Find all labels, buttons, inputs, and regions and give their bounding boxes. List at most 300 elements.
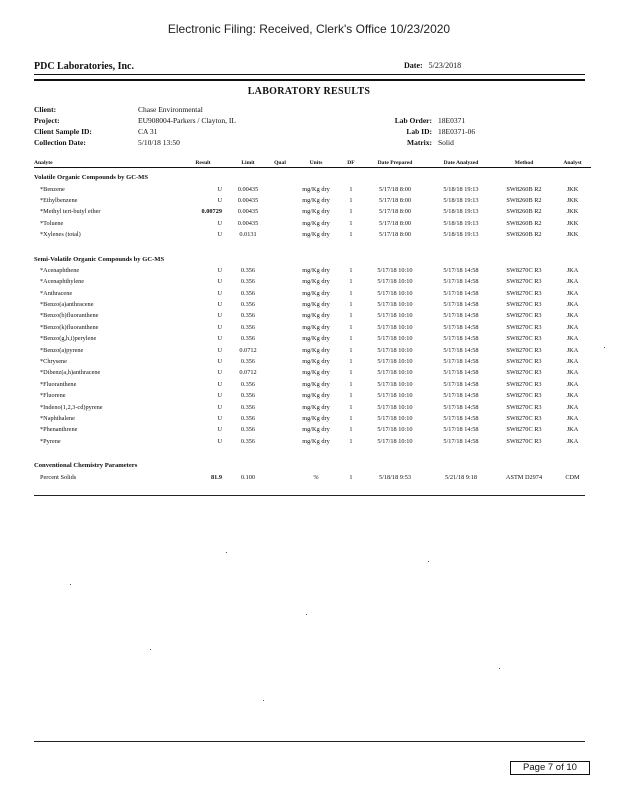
cell-qual bbox=[268, 195, 292, 206]
lab-name: PDC Laboratories, Inc. bbox=[34, 61, 134, 72]
cell-analyst: JKA bbox=[566, 403, 579, 411]
cell-analyte: *Acenaphthylene bbox=[40, 278, 85, 286]
results-header-row bbox=[34, 158, 591, 168]
spacer-cell bbox=[34, 447, 591, 456]
cell-analyst: JKA bbox=[566, 380, 579, 388]
col-date-prepared: Date Prepared bbox=[362, 158, 428, 168]
cell-analyst: JKA bbox=[566, 266, 579, 274]
cell-result: U bbox=[217, 196, 222, 204]
table-row bbox=[34, 229, 591, 240]
cell-method: SW8260B R2 bbox=[506, 208, 542, 216]
cell-date-analyzed: 5/17/18 14:58 bbox=[443, 266, 479, 274]
cell-analyst: JKK bbox=[566, 185, 579, 193]
section-title: Conventional Chemistry Parameters bbox=[34, 462, 138, 470]
cell-analyst: JKA bbox=[566, 346, 579, 354]
cell-analyte: *Benzo(b)fluoranthene bbox=[40, 312, 99, 320]
cell-df: 1 bbox=[349, 335, 353, 343]
cell-units: mg/Kg dry bbox=[302, 426, 330, 434]
cell-date-prepared: 5/17/18 10:10 bbox=[377, 278, 413, 286]
cell-method: SW8270C R3 bbox=[506, 380, 542, 388]
lab-id-label: Lab ID: bbox=[406, 127, 432, 136]
cell-limit: 0.356 bbox=[240, 392, 256, 400]
report-date bbox=[404, 61, 461, 70]
cell-df: 1 bbox=[349, 301, 353, 309]
results-table bbox=[34, 158, 591, 483]
cell-limit: 0.356 bbox=[240, 278, 256, 286]
cell-date-prepared: 5/17/18 10:10 bbox=[377, 266, 413, 274]
cell-date-prepared: 5/17/18 8:00 bbox=[378, 196, 411, 204]
cell-date-analyzed: 5/17/18 14:58 bbox=[443, 437, 479, 445]
cell-analyst: JKK bbox=[566, 208, 579, 216]
cell-result: U bbox=[217, 312, 222, 320]
cell-date-prepared: 5/18/18 9:53 bbox=[378, 473, 411, 481]
cell-df: 1 bbox=[349, 208, 353, 216]
cell-date-analyzed: 5/17/18 14:58 bbox=[443, 346, 479, 354]
table-row bbox=[34, 218, 591, 229]
header-rule bbox=[34, 74, 585, 75]
cell-date-prepared: 5/17/18 8:00 bbox=[378, 185, 411, 193]
cell-qual bbox=[268, 288, 292, 299]
cell-qual bbox=[268, 401, 292, 412]
cell-limit: 0.356 bbox=[240, 301, 256, 309]
cell-df: 1 bbox=[349, 403, 353, 411]
cell-result: U bbox=[217, 415, 222, 422]
cell-date-analyzed: 5/17/18 14:58 bbox=[443, 380, 479, 388]
cell-date-prepared: 5/17/18 10:10 bbox=[377, 323, 413, 331]
cell-df: 1 bbox=[349, 392, 353, 400]
table-end-rule bbox=[34, 495, 585, 496]
project-label: Project: bbox=[34, 116, 60, 125]
table-row bbox=[34, 413, 591, 424]
cell-analyte: *Naphthalene bbox=[40, 415, 75, 422]
header-rule-thick bbox=[34, 79, 585, 81]
cell-analyst: JKA bbox=[566, 335, 579, 343]
cell-method: SW8270C R3 bbox=[506, 358, 542, 366]
results-body bbox=[34, 168, 591, 483]
cell-date-prepared: 5/17/18 10:10 bbox=[377, 358, 413, 366]
cell-units: mg/Kg dry bbox=[302, 335, 330, 343]
cell-qual bbox=[268, 379, 292, 390]
cell-method: SW8260B R2 bbox=[506, 231, 542, 239]
cell-date-analyzed: 5/21/18 9:18 bbox=[444, 473, 477, 481]
cell-method: ASTM D2974 bbox=[505, 473, 543, 481]
lab-order-value: 18E0371 bbox=[438, 116, 466, 125]
cell-method: SW8270C R3 bbox=[506, 346, 542, 354]
table-row bbox=[34, 471, 591, 482]
cell-limit: 0.356 bbox=[240, 380, 256, 388]
scan-speck bbox=[150, 649, 151, 650]
cell-analyte: *Benzo(g,h,i)perylene bbox=[40, 335, 97, 343]
cell-analyte: *Acenaphthene bbox=[40, 266, 80, 274]
cell-date-analyzed: 5/17/18 14:58 bbox=[443, 301, 479, 309]
cell-units: mg/Kg dry bbox=[302, 266, 330, 274]
cell-df: 1 bbox=[349, 266, 353, 274]
cell-analyte: *Benzo(k)fluoranthene bbox=[40, 323, 99, 331]
cell-result: U bbox=[217, 219, 222, 227]
cell-analyst: JKA bbox=[566, 289, 579, 297]
cell-date-prepared: 5/17/18 10:10 bbox=[377, 403, 413, 411]
cell-analyst: JKA bbox=[566, 426, 579, 434]
cell-qual bbox=[268, 344, 292, 355]
table-row bbox=[34, 390, 591, 401]
cell-analyst: JKA bbox=[566, 278, 579, 286]
section-title: Semi-Volatile Organic Compounds by GC-MS bbox=[34, 255, 165, 263]
cell-result: U bbox=[217, 289, 222, 297]
cell-df: 1 bbox=[349, 369, 353, 377]
table-row bbox=[34, 183, 591, 194]
section-spacer bbox=[34, 447, 591, 456]
client-value: Chase Environmental bbox=[138, 105, 203, 114]
cell-limit: 0.00435 bbox=[237, 185, 259, 193]
cell-df: 1 bbox=[349, 415, 353, 422]
cell-df: 1 bbox=[349, 278, 353, 286]
table-row bbox=[34, 265, 591, 276]
matrix-value: Solid bbox=[438, 138, 454, 147]
cell-qual bbox=[268, 206, 292, 217]
cell-result: U bbox=[217, 403, 222, 411]
cell-result: U bbox=[217, 185, 222, 193]
cell-units: mg/Kg dry bbox=[302, 437, 330, 445]
cell-qual bbox=[268, 183, 292, 194]
cell-units: mg/Kg dry bbox=[302, 392, 330, 400]
cell-units: mg/Kg dry bbox=[302, 403, 330, 411]
col-result: Result bbox=[184, 158, 228, 168]
cell-result: U bbox=[217, 266, 222, 274]
cell-result: U bbox=[217, 323, 222, 331]
cell-analyst: CDM bbox=[565, 473, 580, 481]
col-analyte: Analyte bbox=[34, 158, 184, 168]
cell-analyte: *Ethylbenzene bbox=[40, 196, 78, 204]
cell-analyst: JKA bbox=[566, 358, 579, 366]
cell-df: 1 bbox=[349, 323, 353, 331]
cell-limit: 0.00435 bbox=[237, 196, 259, 204]
col-qual: Qual bbox=[268, 158, 292, 168]
cell-method: SW8270C R3 bbox=[506, 369, 542, 377]
cell-analyte: *Dibenz(a,h)anthracene bbox=[40, 369, 101, 377]
cell-date-analyzed: 5/17/18 14:58 bbox=[443, 358, 479, 366]
page-number: Page 7 of 10 bbox=[510, 761, 590, 775]
cell-analyst: JKA bbox=[566, 323, 579, 331]
cell-date-prepared: 5/17/18 8:00 bbox=[378, 208, 411, 216]
sample-info-right bbox=[382, 115, 475, 148]
sample-info-left bbox=[34, 104, 236, 148]
section-header-row bbox=[34, 249, 591, 264]
cell-units: mg/Kg dry bbox=[302, 369, 330, 377]
cell-analyte: *Fluoranthene bbox=[40, 380, 77, 388]
cell-qual bbox=[268, 310, 292, 321]
cell-df: 1 bbox=[349, 185, 353, 193]
page-footer-rule bbox=[34, 741, 585, 742]
cell-qual bbox=[268, 471, 292, 482]
cell-date-analyzed: 5/18/18 19:13 bbox=[443, 208, 479, 216]
sample-id-value: CA 31 bbox=[138, 127, 158, 136]
cell-analyte: *Chrysene bbox=[40, 358, 67, 366]
cell-date-analyzed: 5/17/18 14:58 bbox=[443, 312, 479, 320]
section-header-row bbox=[34, 456, 591, 471]
cell-analyst: JKK bbox=[566, 231, 579, 239]
cell-date-analyzed: 5/17/18 14:58 bbox=[443, 369, 479, 377]
lab-order-label: Lab Order: bbox=[394, 116, 432, 125]
cell-df: 1 bbox=[349, 437, 353, 445]
cell-analyte: Percent Solids bbox=[40, 473, 77, 481]
table-row bbox=[34, 379, 591, 390]
cell-result: U bbox=[217, 231, 222, 239]
cell-units: mg/Kg dry bbox=[302, 185, 330, 193]
cell-method: SW8260B R2 bbox=[506, 196, 542, 204]
cell-result: U bbox=[217, 369, 222, 377]
table-row bbox=[34, 436, 591, 447]
section-header-row bbox=[34, 168, 591, 184]
section-spacer bbox=[34, 240, 591, 249]
cell-method: SW8270C R3 bbox=[506, 323, 542, 331]
col-units: Units bbox=[292, 158, 340, 168]
cell-method: SW8270C R3 bbox=[506, 335, 542, 343]
cell-date-analyzed: 5/18/18 19:13 bbox=[443, 231, 479, 239]
cell-result: U bbox=[217, 278, 222, 286]
cell-result: U bbox=[217, 358, 222, 366]
col-date-analyzed: Date Analyzed bbox=[428, 158, 494, 168]
cell-result: U bbox=[217, 335, 222, 343]
cell-units: mg/Kg dry bbox=[302, 415, 330, 422]
client-label: Client: bbox=[34, 105, 57, 114]
table-row bbox=[34, 195, 591, 206]
cell-df: 1 bbox=[349, 289, 353, 297]
cell-limit: 0.0131 bbox=[239, 231, 257, 239]
table-row bbox=[34, 288, 591, 299]
table-row bbox=[34, 367, 591, 378]
report-date-label: Date: bbox=[404, 61, 423, 70]
cell-method: SW8270C R3 bbox=[506, 415, 542, 422]
cell-df: 1 bbox=[349, 312, 353, 320]
cell-analyte: *Benzo(a)anthracene bbox=[40, 301, 94, 309]
table-row bbox=[34, 344, 591, 355]
cell-method: SW8270C R3 bbox=[506, 289, 542, 297]
table-row bbox=[34, 322, 591, 333]
cell-analyst: JKK bbox=[566, 196, 579, 204]
cell-method: SW8270C R3 bbox=[506, 392, 542, 400]
cell-date-analyzed: 5/17/18 14:58 bbox=[443, 426, 479, 434]
cell-date-analyzed: 5/17/18 14:58 bbox=[443, 289, 479, 297]
cell-units: mg/Kg dry bbox=[302, 312, 330, 320]
scan-speck bbox=[306, 614, 307, 615]
cell-limit: 0.356 bbox=[240, 415, 256, 422]
cell-limit: 0.356 bbox=[240, 266, 256, 274]
cell-qual bbox=[268, 367, 292, 378]
cell-analyte: *Toluene bbox=[40, 219, 64, 227]
cell-result: U bbox=[217, 437, 222, 445]
filing-stamp: Electronic Filing: Received, Clerk's Office 10/23/2020 bbox=[167, 22, 451, 36]
cell-date-prepared: 5/17/18 10:10 bbox=[377, 369, 413, 377]
cell-analyst: JKK bbox=[566, 219, 579, 227]
cell-date-prepared: 5/17/18 10:10 bbox=[377, 415, 413, 422]
cell-date-analyzed: 5/17/18 14:58 bbox=[443, 415, 479, 422]
table-row bbox=[34, 299, 591, 310]
table-row bbox=[34, 206, 591, 217]
cell-units: mg/Kg dry bbox=[302, 289, 330, 297]
cell-date-analyzed: 5/17/18 14:58 bbox=[443, 335, 479, 343]
cell-method: SW8260B R2 bbox=[506, 219, 542, 227]
cell-analyst: JKA bbox=[566, 301, 579, 309]
cell-date-prepared: 5/17/18 10:10 bbox=[377, 289, 413, 297]
cell-limit: 0.100 bbox=[240, 473, 256, 481]
cell-df: 1 bbox=[349, 380, 353, 388]
matrix-label: Matrix: bbox=[407, 138, 432, 147]
cell-analyte: *Benzo(a)pyrene bbox=[40, 346, 84, 354]
cell-units: mg/Kg dry bbox=[302, 358, 330, 366]
cell-qual bbox=[268, 265, 292, 276]
cell-date-prepared: 5/17/18 10:10 bbox=[377, 392, 413, 400]
cell-df: 1 bbox=[349, 219, 353, 227]
col-limit: Limit bbox=[228, 158, 268, 168]
cell-units: mg/Kg dry bbox=[302, 208, 330, 216]
cell-analyte: *Phenanthrene bbox=[40, 426, 78, 434]
cell-limit: 0.356 bbox=[240, 312, 256, 320]
cell-date-prepared: 5/17/18 10:10 bbox=[377, 312, 413, 320]
spacer-cell bbox=[34, 240, 591, 249]
cell-analyst: JKA bbox=[566, 369, 579, 377]
cell-date-prepared: 5/17/18 8:00 bbox=[378, 219, 411, 227]
cell-analyte: *Fluorene bbox=[40, 392, 66, 400]
cell-qual bbox=[268, 356, 292, 367]
cell-units: mg/Kg dry bbox=[302, 231, 330, 239]
cell-date-prepared: 5/17/18 10:10 bbox=[377, 301, 413, 309]
cell-analyte: *Xylenes (total) bbox=[40, 231, 81, 239]
cell-method: SW8270C R3 bbox=[506, 426, 542, 434]
lab-id-value: 18E0371-06 bbox=[438, 127, 476, 136]
cell-date-prepared: 5/17/18 10:10 bbox=[377, 335, 413, 343]
cell-qual bbox=[268, 424, 292, 435]
cell-units: mg/Kg dry bbox=[302, 196, 330, 204]
cell-qual bbox=[268, 322, 292, 333]
cell-units: mg/Kg dry bbox=[302, 323, 330, 331]
cell-result: 0.00729 bbox=[201, 208, 222, 216]
cell-qual bbox=[268, 218, 292, 229]
cell-analyte: *Benzene bbox=[40, 185, 65, 193]
cell-result: 81.9 bbox=[210, 473, 222, 481]
report-date-value: 5/23/2018 bbox=[428, 61, 462, 70]
cell-limit: 0.356 bbox=[240, 289, 256, 297]
scan-speck bbox=[428, 561, 429, 562]
cell-df: 1 bbox=[349, 346, 353, 354]
cell-date-analyzed: 5/18/18 19:13 bbox=[443, 196, 479, 204]
cell-df: 1 bbox=[349, 196, 353, 204]
sample-id-label: Client Sample ID: bbox=[34, 127, 92, 136]
cell-qual bbox=[268, 413, 292, 424]
cell-analyte: *Anthracene bbox=[40, 289, 73, 297]
table-row bbox=[34, 424, 591, 435]
scan-speck bbox=[263, 700, 264, 701]
cell-qual bbox=[268, 436, 292, 447]
cell-units: mg/Kg dry bbox=[302, 380, 330, 388]
table-row bbox=[34, 401, 591, 412]
collection-date-value: 5/10/18 13:50 bbox=[138, 138, 180, 147]
scan-speck bbox=[70, 584, 71, 585]
cell-result: U bbox=[217, 380, 222, 388]
project-value: EU908004-Parkers / Clayton, IL bbox=[138, 116, 236, 125]
cell-units: mg/Kg dry bbox=[302, 219, 330, 227]
cell-date-analyzed: 5/18/18 19:13 bbox=[443, 185, 479, 193]
cell-limit: 0.00435 bbox=[237, 219, 259, 227]
cell-method: SW8270C R3 bbox=[506, 312, 542, 320]
table-row bbox=[34, 310, 591, 321]
cell-result: U bbox=[217, 346, 222, 354]
cell-analyte: *Methyl tert-butyl ether bbox=[40, 208, 101, 216]
cell-limit: 0.356 bbox=[240, 437, 256, 445]
scan-speck bbox=[604, 347, 605, 348]
table-row bbox=[34, 356, 591, 367]
cell-df: 1 bbox=[349, 426, 353, 434]
cell-df: 1 bbox=[349, 231, 353, 239]
cell-date-prepared: 5/17/18 8:00 bbox=[378, 231, 411, 239]
table-row bbox=[34, 333, 591, 344]
cell-result: U bbox=[217, 426, 222, 434]
cell-date-prepared: 5/17/18 10:10 bbox=[377, 426, 413, 434]
cell-qual bbox=[268, 229, 292, 240]
cell-units: mg/Kg dry bbox=[302, 346, 330, 354]
cell-limit: 0.356 bbox=[240, 335, 256, 343]
cell-date-analyzed: 5/18/18 19:13 bbox=[443, 219, 479, 227]
cell-limit: 0.0712 bbox=[239, 346, 257, 354]
cell-units: mg/Kg dry bbox=[302, 278, 330, 286]
scan-speck bbox=[499, 668, 500, 669]
cell-limit: 0.356 bbox=[240, 403, 256, 411]
cell-units: % bbox=[313, 473, 319, 481]
cell-result: U bbox=[217, 392, 222, 400]
cell-method: SW8270C R3 bbox=[506, 403, 542, 411]
cell-date-prepared: 5/17/18 10:10 bbox=[377, 380, 413, 388]
cell-analyst: JKA bbox=[566, 437, 579, 445]
cell-method: SW8270C R3 bbox=[506, 301, 542, 309]
cell-df: 1 bbox=[349, 473, 353, 481]
col-analyst: Analyst bbox=[554, 158, 591, 168]
cell-df: 1 bbox=[349, 358, 353, 366]
cell-date-analyzed: 5/17/18 14:58 bbox=[443, 403, 479, 411]
table-row bbox=[34, 276, 591, 287]
cell-date-analyzed: 5/17/18 14:58 bbox=[443, 323, 479, 331]
cell-qual bbox=[268, 390, 292, 401]
cell-method: SW8260B R2 bbox=[506, 185, 542, 193]
cell-date-analyzed: 5/17/18 14:58 bbox=[443, 392, 479, 400]
cell-qual bbox=[268, 299, 292, 310]
cell-limit: 0.356 bbox=[240, 358, 256, 366]
cell-method: SW8270C R3 bbox=[506, 278, 542, 286]
cell-result: U bbox=[217, 301, 222, 309]
cell-analyst: JKA bbox=[566, 392, 579, 400]
col-method: Method bbox=[494, 158, 554, 168]
cell-analyst: JKA bbox=[566, 312, 579, 320]
cell-units: mg/Kg dry bbox=[302, 301, 330, 309]
cell-date-prepared: 5/17/18 10:10 bbox=[377, 437, 413, 445]
cell-date-prepared: 5/17/18 10:10 bbox=[377, 346, 413, 354]
cell-limit: 0.00435 bbox=[237, 208, 259, 216]
cell-date-analyzed: 5/17/18 14:58 bbox=[443, 278, 479, 286]
collection-date-label: Collection Date: bbox=[34, 138, 86, 147]
report-title: LABORATORY RESULTS bbox=[247, 86, 371, 97]
cell-limit: 0.356 bbox=[240, 426, 256, 434]
cell-analyte: *Pyrene bbox=[40, 437, 61, 445]
cell-method: SW8270C R3 bbox=[506, 266, 542, 274]
section-title: Volatile Organic Compounds by GC-MS bbox=[34, 174, 149, 182]
cell-limit: 0.0712 bbox=[239, 369, 257, 377]
cell-analyte: *Indeno(1,2,3-cd)pyrene bbox=[40, 403, 103, 411]
cell-method: SW8270C R3 bbox=[506, 437, 542, 445]
cell-analyst: JKA bbox=[566, 415, 579, 422]
scan-speck bbox=[226, 552, 227, 553]
cell-qual bbox=[268, 333, 292, 344]
col-df: DF bbox=[340, 158, 362, 168]
cell-qual bbox=[268, 276, 292, 287]
cell-limit: 0.356 bbox=[240, 323, 256, 331]
